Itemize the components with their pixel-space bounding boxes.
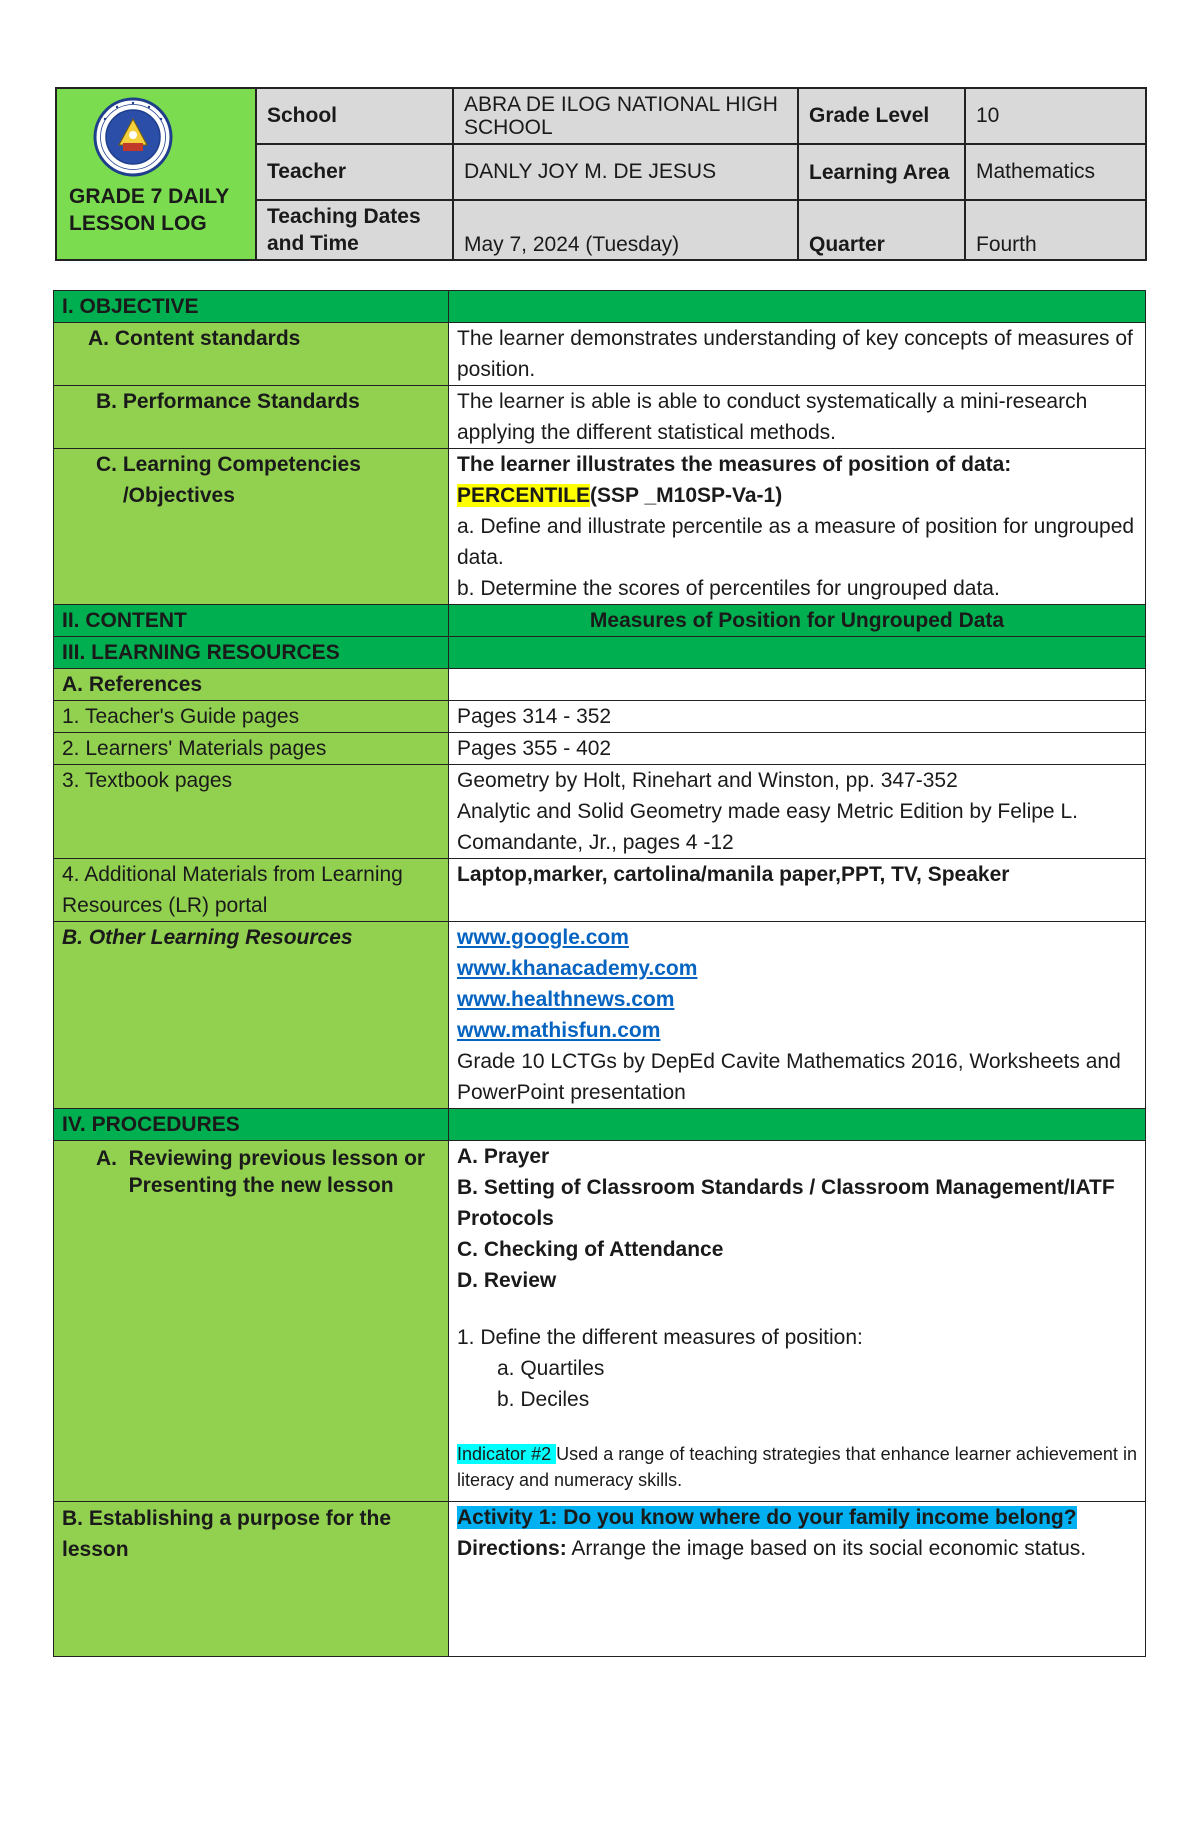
section-procedures [54,1109,1146,1141]
section-heading: I. OBJECTIVE [54,291,449,323]
directions-text: Arrange the image based on its social economic status. [566,1537,1087,1560]
reviewing-label [96,1145,440,1199]
logo-cell [56,88,256,260]
review-question: 1. Define the different measures of position: [457,1326,863,1349]
competencies-label-text: Learning Competencies /Objectives [122,453,361,507]
section-resources [54,637,1146,669]
section-objective [54,291,1146,323]
competencies-mark: C. [96,453,117,476]
teacher-label: Teacher [256,144,453,200]
competency-main: The learner illustrates the measures of position of data: [457,453,1012,476]
reviewing-mark: A. [96,1147,117,1170]
quarter-label: Quarter [798,200,965,260]
school-value: ABRA DE ILOG NATIONAL HIGH SCHOOL [453,88,798,144]
section-heading: IV. PROCEDURES [54,1109,449,1141]
proc-item-review: D. Review [457,1269,557,1292]
competency-item-a: a. Define and illustrate percentile as a measure of position for ungrouped data. [457,515,1135,569]
teaching-dates-value: May 7, 2024 (Tuesday) [453,200,798,260]
quarter-value: Fourth [965,200,1146,260]
section-heading: III. LEARNING RESOURCES [54,637,449,669]
other-resources-text: Grade 10 LCTGs by DepEd Cavite Mathematics 2016, Worksheets and PowerPoint presentation [457,1050,1121,1104]
directions-label: Directions: [457,1537,567,1560]
other-resources-label: B. Other Learning Resources [54,922,449,1109]
competency-code: (SSP _M10SP-Va-1) [590,484,783,507]
performance-standards-label: B. Performance Standards [54,386,449,449]
learning-area-label: Learning Area [798,144,965,200]
lesson-plan-table [53,290,1146,1657]
teacher-value: DANLY JOY M. DE JESUS [453,144,798,200]
teachers-guide-value: Pages 314 - 352 [449,701,1146,733]
performance-standards-text: The learner is able is able to conduct systematically a mini-research applying the different statistical methods. [449,386,1146,449]
grade-level-label: Grade Level [798,88,965,144]
learning-area-value: Mathematics [965,144,1146,200]
deped-seal-icon [93,97,173,177]
link-google[interactable]: www.google.com [457,926,629,949]
indicator-text: Used a range of teaching strategies that enhance learner achievement in literacy and numeracy skills. [457,1444,1137,1490]
link-healthnews[interactable]: www.healthnews.com [457,988,675,1011]
activity-title: Activity 1: Do you know where do your family income belong? [457,1506,1077,1529]
content-value: Measures of Position for Ungrouped Data [449,605,1146,637]
teaching-dates-label: Teaching Dates and Time [256,200,453,260]
proc-item-standards: B. Setting of Classroom Standards / Classroom Management/IATF Protocols [457,1176,1115,1230]
section-content [54,605,1146,637]
directions [457,1533,1137,1564]
link-mathisfun[interactable]: www.mathisfun.com [457,1019,661,1042]
competency-item-b: b. Determine the scores of percentiles for ungrouped data. [457,577,1000,600]
indicator-label: Indicator #2 [457,1444,557,1464]
dll-title: GRADE 7 DAILY LESSON LOG [69,185,229,235]
additional-materials-label: 4. Additional Materials from Learning Resources (LR) portal [54,859,449,922]
teachers-guide-label: 1. Teacher's Guide pages [54,701,449,733]
content-standards-text: The learner demonstrates understanding of key concepts of measures of position. [449,323,1146,386]
textbook-value-2: Analytic and Solid Geometry made easy Metric Edition by Felipe L. Comandante, Jr., pages 4 -12 [457,800,1078,854]
section-heading: II. CONTENT [54,605,449,637]
purpose-label: B. Establishing a purpose for the lesson [54,1502,449,1657]
proc-item-prayer: A. Prayer [457,1145,550,1168]
review-item-quartiles: a. Quartiles [497,1357,605,1380]
competency-highlight: PERCENTILE [457,484,591,507]
learners-materials-label: 2. Learners' Materials pages [54,733,449,765]
references-label: A. References [54,669,449,701]
content-standards-label: A. Content standards [54,323,449,386]
school-label: School [256,88,453,144]
learners-materials-value: Pages 355 - 402 [449,733,1146,765]
grade-level-value: 10 [965,88,1146,144]
competencies-label [96,449,440,511]
reviewing-label-text: Reviewing previous lesson or Presenting the new lesson [128,1147,426,1197]
additional-materials-value: Laptop,marker, cartolina/manila paper,PPT, TV, Speaker [449,859,1146,922]
lesson-header-table [55,87,1147,261]
link-khanacademy[interactable]: www.khanacademy.com [457,957,698,980]
textbook-label: 3. Textbook pages [54,765,449,859]
review-item-deciles: b. Deciles [497,1388,590,1411]
indicator-note [457,1441,1137,1493]
textbook-value-1: Geometry by Holt, Rinehart and Winston, pp. 347-352 [457,769,958,792]
proc-item-attendance: C. Checking of Attendance [457,1238,724,1261]
